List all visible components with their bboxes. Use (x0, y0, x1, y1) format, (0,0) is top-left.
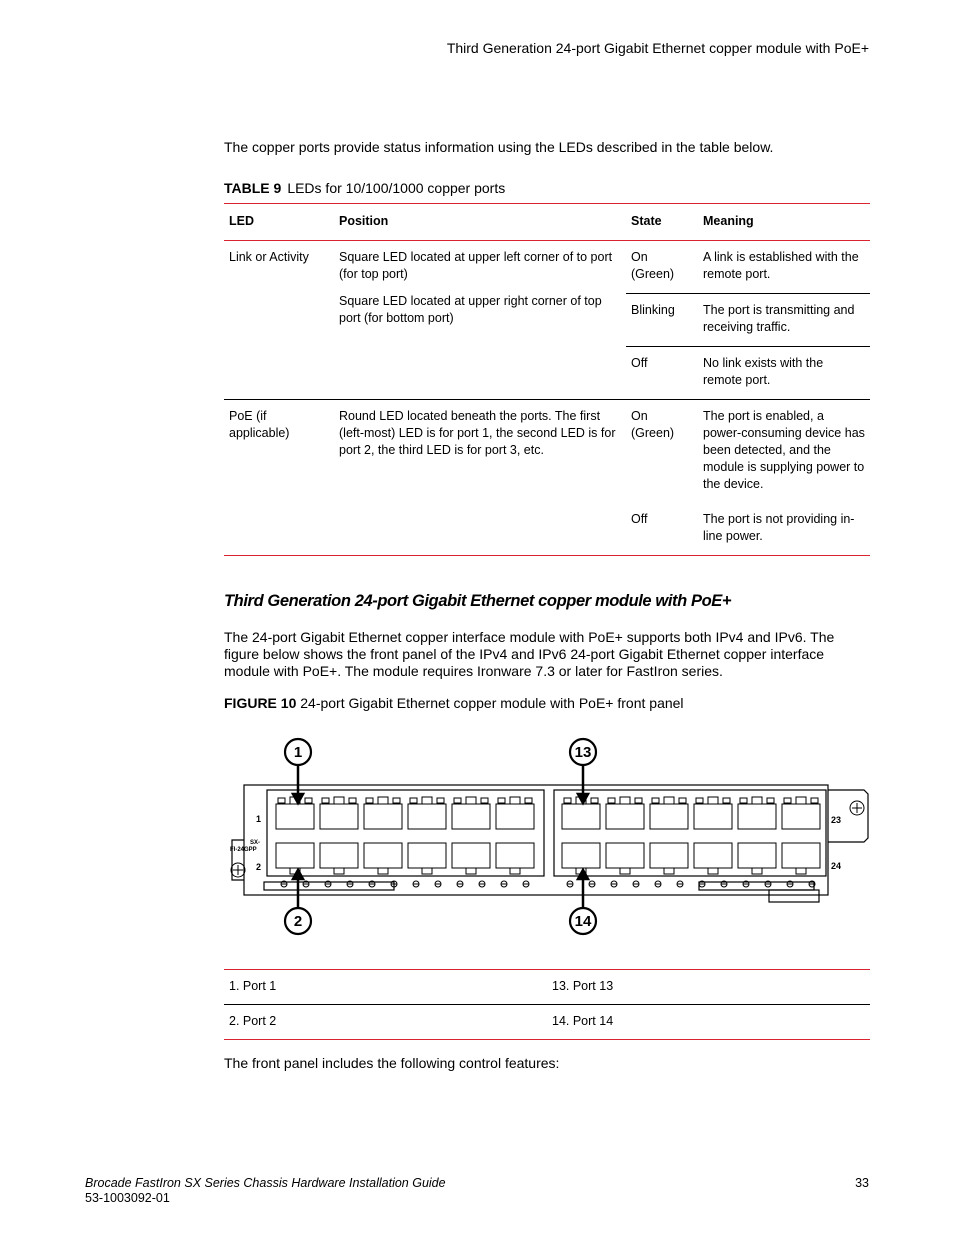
section-heading: Third Generation 24-port Gigabit Ethernet copper module with PoE+ (224, 592, 732, 610)
callout-1: 1 (293, 744, 303, 761)
running-header: Third Generation 24-port Gigabit Ethernet copper module with PoE+ (446, 40, 869, 56)
led-name: PoE (if applicable) (224, 400, 334, 556)
link-led (498, 798, 505, 803)
rj45-port-top (694, 804, 732, 829)
table-row (224, 241, 870, 294)
port-latch (334, 797, 344, 804)
front-panel-figure (224, 730, 870, 960)
link-led (591, 798, 598, 803)
label-port23: 23 (831, 815, 842, 825)
rj45-port-bottom (320, 843, 358, 868)
link-led (393, 798, 400, 803)
port-latch (466, 797, 476, 804)
led-state: On (Green) (626, 241, 698, 294)
port-latch (510, 868, 520, 874)
led-meaning: A link is established with the remote port. (698, 241, 870, 294)
rj45-port-top (452, 804, 490, 829)
led-meaning: No link exists with the remote port. (698, 347, 870, 400)
led-state: Off (626, 503, 698, 556)
link-led (481, 798, 488, 803)
label-port1: 1 (256, 814, 262, 824)
port-latch (334, 868, 344, 874)
led-table (224, 203, 870, 556)
link-led (811, 798, 818, 803)
link-led (679, 798, 686, 803)
rj45-port-top (562, 804, 600, 829)
link-led (366, 798, 373, 803)
table-row (224, 400, 870, 504)
legend-cell: 14. Port 14 (552, 1014, 614, 1028)
port-latch (664, 868, 674, 874)
table-title: LEDs for 10/100/1000 copper ports (287, 180, 506, 196)
label-model-line2: FI-24GPP (230, 847, 257, 853)
link-led (322, 798, 329, 803)
rj45-port-top (738, 804, 776, 829)
position-top: Square LED located at upper left corner of to port (for top port) (339, 250, 613, 281)
led-name: Link or Activity (224, 241, 334, 400)
port-latch (620, 868, 630, 874)
link-led (564, 798, 571, 803)
port-latch (466, 868, 476, 874)
led-position: Round LED located beneath the ports. The first (left-most) LED is for port 1, the second LED is for port 2, the third LED is for port 3, etc. (334, 400, 626, 556)
label-port2: 2 (256, 862, 262, 872)
led-state: On (Green) (631, 409, 675, 440)
table-label: TABLE 9 (224, 180, 282, 196)
port-latch (796, 868, 806, 874)
rj45-port-top (320, 804, 358, 829)
ports-left (276, 797, 534, 874)
link-led (635, 798, 642, 803)
col-position: Position (334, 204, 626, 241)
rj45-port-top (364, 804, 402, 829)
rj45-port-bottom (782, 843, 820, 868)
led-state: Off (626, 347, 698, 400)
link-led (278, 798, 285, 803)
rj45-port-bottom (738, 843, 776, 868)
label-model-line1: SX- (250, 840, 261, 846)
rj45-port-top (650, 804, 688, 829)
link-led (740, 798, 747, 803)
rj45-port-top (496, 804, 534, 829)
port-latch (752, 868, 762, 874)
footer-title: Brocade FastIron SX Series Chassis Hardware Installation Guide (85, 1176, 446, 1190)
led-meaning: The port is not providing in-line power. (698, 503, 870, 556)
port-latch (378, 868, 388, 874)
bottom-rail-right (699, 882, 814, 890)
link-led (723, 798, 730, 803)
rj45-port-top (276, 804, 314, 829)
footer-doc-id: 53-1003092-01 (85, 1191, 170, 1205)
col-state: State (626, 204, 698, 241)
figure-label: FIGURE 10 (224, 695, 297, 711)
led-meaning: The port is transmitting and receiving traffic. (698, 294, 870, 347)
port-latch (752, 797, 762, 804)
col-led: LED (224, 204, 334, 241)
rj45-port-top (408, 804, 446, 829)
figure-title: 24-port Gigabit Ethernet copper module with PoE+ front panel (300, 695, 684, 711)
led-state: Blinking (626, 294, 698, 347)
table-row (224, 970, 870, 1005)
link-led (305, 798, 312, 803)
rj45-port-bottom (408, 843, 446, 868)
table-header-row (224, 204, 870, 241)
screw-right (850, 801, 864, 815)
section-paragraph: The 24-port Gigabit Ethernet copper interface module with PoE+ supports both IPv4 and IPv6. The figure below shows the front panel of the IPv4 and IPv6 24-port Gigabit Ethernet copper interface module with PoE+. The module requires Ironware 7.3 or later for FastIron series. (224, 629, 835, 679)
link-led (696, 798, 703, 803)
rj45-port-bottom (276, 843, 314, 868)
table-row (224, 1005, 870, 1040)
callout-14: 14 (574, 913, 592, 930)
port-latch (378, 797, 388, 804)
rj45-port-bottom (452, 843, 490, 868)
legend-cell: 2. Port 2 (229, 1014, 277, 1028)
rj45-port-bottom (650, 843, 688, 868)
legend-cell: 1. Port 1 (229, 979, 277, 993)
label-port24: 24 (831, 861, 842, 871)
closing-text: The front panel includes the following control features: (224, 1055, 560, 1071)
port-latch (708, 797, 718, 804)
legend-cell: 13. Port 13 (552, 979, 614, 993)
led-position (334, 241, 626, 400)
port-latch (620, 797, 630, 804)
intro-text: The copper ports provide status information using the LEDs described in the table below. (224, 139, 774, 155)
figure-caption (224, 695, 684, 711)
bottom-tab (769, 890, 819, 902)
rj45-port-bottom (562, 843, 600, 868)
port-latch (708, 868, 718, 874)
link-led (454, 798, 461, 803)
callout-2: 2 (293, 913, 303, 930)
position-bottom: Square LED located at upper right corner of top port (for bottom port) (339, 294, 602, 325)
rj45-port-bottom (496, 843, 534, 868)
col-meaning: Meaning (698, 204, 870, 241)
table-caption (224, 180, 505, 196)
ports-right (562, 797, 820, 874)
port-latch (422, 868, 432, 874)
rj45-port-bottom (364, 843, 402, 868)
rj45-port-top (606, 804, 644, 829)
link-led (525, 798, 532, 803)
port-latch (510, 797, 520, 804)
port-latch (796, 797, 806, 804)
rj45-port-top (782, 804, 820, 829)
link-led (437, 798, 444, 803)
link-led (652, 798, 659, 803)
port-legend-table (224, 969, 870, 1040)
link-led (410, 798, 417, 803)
led-meaning: The port is enabled, a power-consuming device has been detected, and the module is supplying power to the device. (703, 409, 865, 491)
link-led (349, 798, 356, 803)
port-latch (422, 797, 432, 804)
page-number: 33 (855, 1176, 869, 1190)
rj45-port-bottom (694, 843, 732, 868)
rj45-port-bottom (606, 843, 644, 868)
screw-left (231, 863, 245, 877)
port-latch (664, 797, 674, 804)
link-led (784, 798, 791, 803)
link-led (608, 798, 615, 803)
callout-13: 13 (574, 744, 592, 761)
link-led (767, 798, 774, 803)
